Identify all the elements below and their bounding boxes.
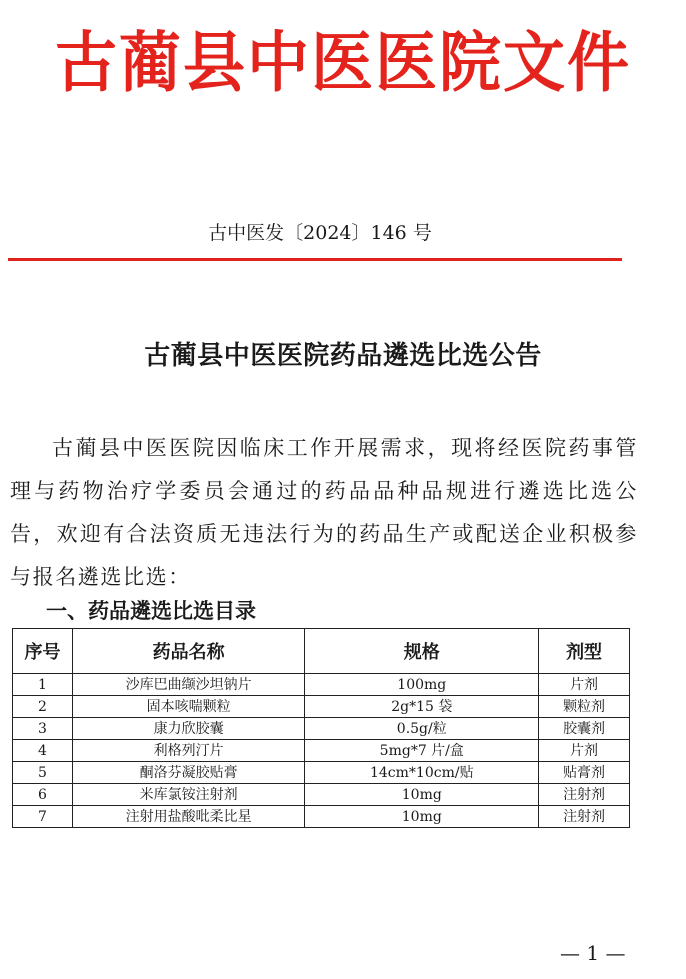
notice-body: 古蔺县中医医院因临床工作开展需求，现将经医院药事管理与药物治疗学委员会通过的药品品种品规进行遴选比选公告，欢迎有合法资质无违法行为的药品生产或配送企业积极参与报名遴选比选： [10,436,638,589]
row-spec: 10mg [305,806,539,828]
red-divider [8,258,622,261]
notice-title: 古蔺县中医医院药品遴选比选公告 [144,341,542,371]
row-no: 3 [13,718,73,740]
document-number: 古中医发〔2024〕146 号 [208,222,432,244]
column-header-name: 药品名称 [72,629,305,674]
row-form: 颗粒剂 [539,696,630,718]
issuer-header: 古蔺县中医医院文件 [54,24,631,101]
section-heading: 一、药品遴选比选目录 [46,599,256,623]
table-row [13,740,630,762]
row-form: 片剂 [539,674,630,696]
row-drug-name: 康力欣胶囊 [72,718,305,740]
table-row [13,784,630,806]
row-drug-name: 沙库巴曲缬沙坦钠片 [72,674,305,696]
row-drug-name: 注射用盐酸吡柔比星 [72,806,305,828]
table-row [13,762,630,784]
table-row [13,696,630,718]
row-drug-name: 固本咳喘颗粒 [72,696,305,718]
row-no: 7 [13,806,73,828]
row-no: 1 [13,674,73,696]
row-no: 2 [13,696,73,718]
row-form: 贴膏剂 [539,762,630,784]
row-form: 注射剂 [539,806,630,828]
column-header-spec: 规格 [305,629,539,674]
row-form: 注射剂 [539,784,630,806]
row-no: 4 [13,740,73,762]
column-header-form: 剂型 [539,629,630,674]
row-no: 5 [13,762,73,784]
row-spec: 2g*15 袋 [305,696,539,718]
drug-list-table [12,628,630,828]
row-drug-name: 利格列汀片 [72,740,305,762]
row-form: 片剂 [539,740,630,762]
row-no: 6 [13,784,73,806]
row-spec: 0.5g/粒 [305,718,539,740]
page-number: — 1 — [560,941,626,965]
row-drug-name: 米库氯铵注射剂 [72,784,305,806]
row-spec: 5mg*7 片/盒 [305,740,539,762]
table-row [13,806,630,828]
row-spec: 14cm*10cm/贴 [305,762,539,784]
table-header-row [13,629,630,674]
row-spec: 100mg [305,674,539,696]
row-drug-name: 酮洛芬凝胶贴膏 [72,762,305,784]
table-row [13,718,630,740]
row-spec: 10mg [305,784,539,806]
table-row [13,674,630,696]
row-form: 胶囊剂 [539,718,630,740]
column-header-no: 序号 [13,629,73,674]
